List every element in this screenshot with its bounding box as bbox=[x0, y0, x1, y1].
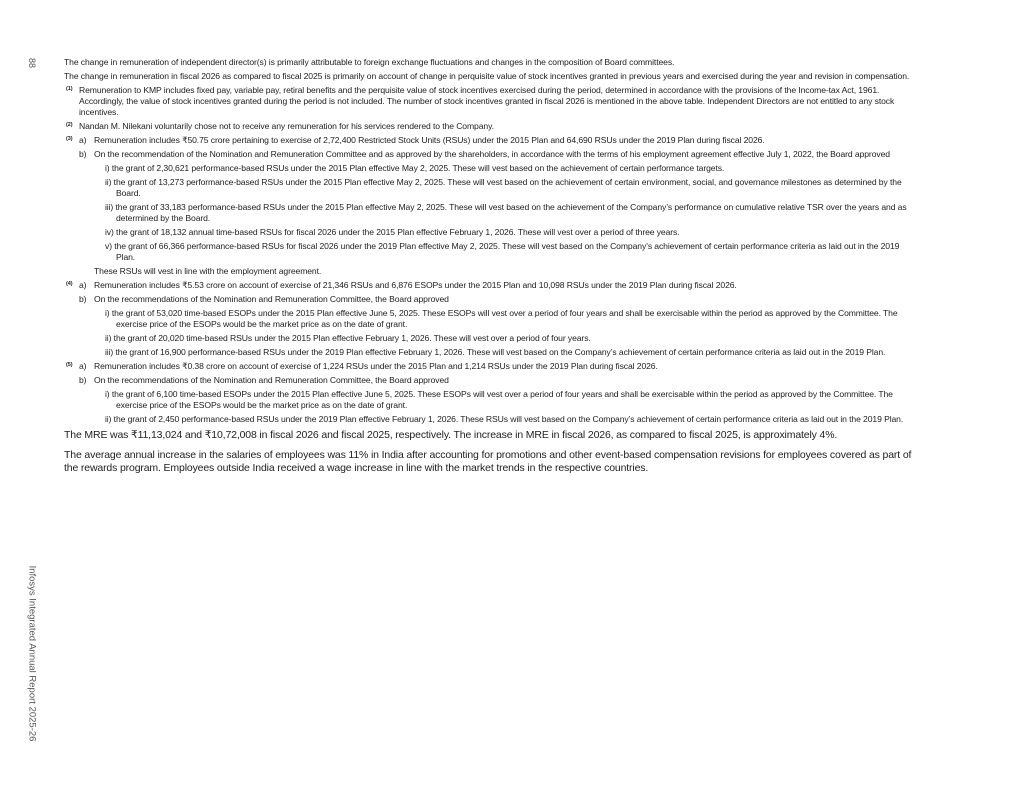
note-2 bbox=[64, 121, 912, 132]
salary-paragraph: The average annual increase in the salaries of employees was 11% in India after accounting for promotions and other event-based compensation revisions for employees covered as part of the rewards program. Employees outside India received a wage increase in line with the market trends in the respective countries. bbox=[64, 448, 912, 474]
note-4-item: i) the grant of 53,020 time-based ESOPs under the 2015 Plan effective June 5, 2025. These ESOPs will vest over a period of four years and shall be exercisable within the period as approved by the Committee. The exercise price of the ESOPs would be the market price as on the date of grant. bbox=[105, 308, 898, 329]
note-5-item: i) the grant of 6,100 time-based ESOPs under the 2015 Plan effective June 5, 2025. These ESOPs will vest over a period of four years and shall be exercisable within the period as approved by the Committee. The exercise price of the ESOPs would be the market price as on the date of grant. bbox=[105, 389, 893, 410]
note-2-text: Nandan M. Nilekani voluntarily chose not to receive any remuneration for his services rendered to the Company. bbox=[79, 121, 494, 131]
note-4a-label: a) bbox=[79, 280, 87, 290]
note-4a bbox=[64, 280, 912, 291]
note-4-item: iii) the grant of 16,900 performance-based RSUs under the 2019 Plan effective February 1, 2026. These will vest based on the Company’s achievement of certain performance criteria as laid out in the 2019 Plan. bbox=[105, 347, 886, 357]
note-3b bbox=[64, 149, 912, 160]
note-4b-label: b) bbox=[79, 294, 87, 304]
note-1 bbox=[64, 85, 912, 118]
note-4b-text: On the recommendations of the Nomination and Remuneration Committee, the Board approved bbox=[94, 294, 449, 304]
note-3-marker: (3) bbox=[66, 136, 73, 142]
note-4a-text: Remuneration includes ₹5.53 crore on account of exercise of 21,346 RSUs and 6,876 ESOPs under the 2015 Plan and 10,098 RSUs under the 2019 Plan during fiscal 2026. bbox=[94, 280, 737, 290]
note-5b bbox=[64, 375, 912, 386]
note-3-item: v) the grant of 66,366 performance-based RSUs for fiscal 2026 under the 2019 Plan effective May 2, 2025. These will vest based on the Company’s achievement of certain performance criteria as laid out in the 2019 Plan. bbox=[105, 241, 900, 262]
note-4-marker: (4) bbox=[66, 281, 73, 287]
intro-paragraph-1: The change in remuneration of independent director(s) is primarily attributable to foreign exchange fluctuations and changes in the composition of Board committees. bbox=[64, 57, 675, 67]
note-3b-label: b) bbox=[79, 149, 87, 159]
note-3-item: iii) the grant of 33,183 performance-based RSUs under the 2015 Plan effective May 2, 2025. These will vest based on the achievement of the Company’s performance on cumulative relative TSR over the years and as determined by the Board. bbox=[105, 202, 907, 223]
note-4b bbox=[64, 294, 912, 305]
note-5a bbox=[64, 361, 912, 372]
note-3-closing: These RSUs will vest in line with the employment agreement. bbox=[94, 266, 322, 276]
note-3a-text: Remuneration includes ₹50.75 crore pertaining to exercise of 2,72,400 Restricted Stock Units (RSUs) under the 2015 Plan and 64,690 RSUs under the 2019 Plan during fiscal 2026. bbox=[94, 135, 765, 145]
note-1-text: Remuneration to KMP includes fixed pay, variable pay, retiral benefits and the perquisite value of stock incentives exercised during the period, determined in accordance with the provisions of the Income-tax Act, 1961. Accordingly, the value of stock incentives granted during the period is not included. The number of stock incentives granted in fiscal 2026 is mentioned in the above table. Independent Directors are not entitled to any stock incentives. bbox=[79, 85, 895, 117]
note-3b-text: On the recommendation of the Nomination and Remuneration Committee and as approved by the shareholders, in accordance with the terms of his employment agreement effective July 1, 2022, the Board approved bbox=[94, 149, 890, 159]
note-3-item: iv) the grant of 18,132 annual time-based RSUs for fiscal 2026 under the 2015 Plan effective February 1, 2026. These will vest over a period of three years. bbox=[105, 227, 680, 237]
note-5a-label: a) bbox=[79, 361, 87, 371]
note-5b-text: On the recommendations of the Nomination and Remuneration Committee, the Board approved bbox=[94, 375, 449, 385]
note-3a bbox=[64, 135, 912, 146]
intro-paragraph-2: The change in remuneration in fiscal 2026 as compared to fiscal 2025 is primarily on account of change in perquisite value of stock incentives granted in previous years and exercised during the year and revision in compensation. bbox=[64, 71, 910, 81]
mre-paragraph: The MRE was ₹11,13,024 and ₹10,72,008 in fiscal 2026 and fiscal 2025, respectively. The increase in MRE in fiscal 2026, as compared to fiscal 2025, is approximately 4%. bbox=[64, 429, 838, 441]
note-5b-label: b) bbox=[79, 375, 87, 385]
note-3a-label: a) bbox=[79, 135, 87, 145]
note-3-item: ii) the grant of 13,273 performance-based RSUs under the 2015 Plan effective May 2, 2025. These will vest based on the achievement of certain environment, social, and governance milestones as determined by the Board. bbox=[105, 177, 902, 198]
page-content bbox=[64, 57, 912, 482]
note-5-marker: (5) bbox=[66, 362, 73, 368]
note-5a-text: Remuneration includes ₹0.38 crore on account of exercise of 1,224 RSUs under the 2015 Plan and 1,214 RSUs under the 2019 Plan during fiscal 2026. bbox=[94, 361, 658, 371]
page-number: 88 bbox=[27, 57, 37, 68]
note-3-item: i) the grant of 2,30,621 performance-based RSUs under the 2015 Plan effective May 2, 2025. These will vest based on the achievement of certain performance targets. bbox=[105, 163, 725, 173]
report-title: Infosys Integrated Annual Report 2025-26 bbox=[26, 565, 38, 742]
page-sidebar bbox=[22, 57, 42, 742]
note-1-marker: (1) bbox=[66, 86, 73, 92]
note-4-item: ii) the grant of 20,020 time-based RSUs under the 2015 Plan effective February 1, 2026. These will vest over a period of four years. bbox=[105, 333, 591, 343]
note-2-marker: (2) bbox=[66, 122, 73, 128]
note-5-item: ii) the grant of 2,450 performance-based RSUs under the 2019 Plan effective February 1, 2026. These RSUs will vest based on the Company’s achievement of certain performance criteria as laid out in the 2019 Plan. bbox=[105, 414, 904, 424]
